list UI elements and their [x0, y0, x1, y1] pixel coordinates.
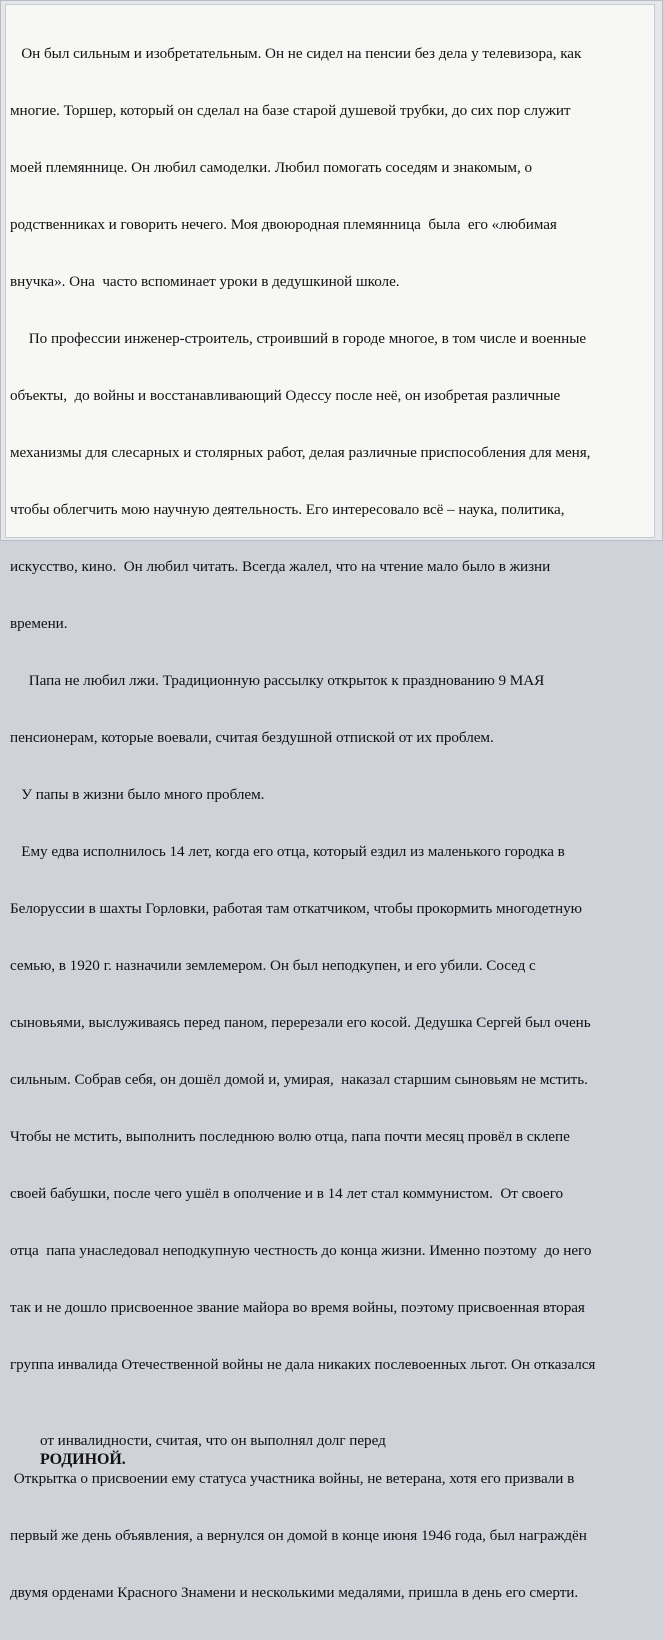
text-line: Ему едва исполнилось 14 лет, когда его отца, который ездил из маленького городка в [10, 843, 565, 860]
text-line: По профессии инженер-строитель, строивший в городе многое, в том числе и военные [10, 330, 587, 347]
text-line: так и не дошло присвоенное звание майора во время войны, поэтому присвоенная вторая [10, 1299, 585, 1316]
emphasized-word: РОДИНОЙ. [39, 1451, 126, 1468]
text-line: объекты, до войны и восстанавливающий Одессу после неё, он изобретая различные [10, 387, 561, 404]
text-line: У папы в жизни было много проблем. [10, 786, 265, 803]
text-segment: от инвалидности, считая, что он выполнял долг перед [39, 1432, 386, 1449]
text-line: сыновьями, выслуживаясь перед паном, перерезали его косой. Дедушка Сергей был очень [10, 1014, 591, 1031]
text-line: искусство, кино. Он любил читать. Всегда жалел, что на чтение мало было в жизни [10, 558, 551, 575]
text-line: времени. [10, 615, 68, 632]
text-line: семью, в 1920 г. назначили землемером. Он был неподкупен, и его убили. Сосед с [10, 957, 536, 974]
text-line: своей бабушки, после чего ушёл в ополчение и в 14 лет стал коммунистом. От своего [10, 1185, 564, 1202]
text-line: Белоруссии в шахты Горловки, работая там откатчиком, чтобы прокормить многодетную [10, 900, 582, 917]
text-line: родственниках и говорить нечего. Моя двоюродная племянница была его «любимая [10, 216, 557, 233]
text-line: Открытка о присвоении ему статуса участника войны, не ветерана, хотя его призвали в [10, 1470, 575, 1487]
text-line: пенсионерам, которые воевали, считая бездушной отпиской от их проблем. [10, 729, 494, 746]
text-line: двумя орденами Красного Знамени и несколькими медалями, пришла в день его смерти. [10, 1584, 579, 1601]
text-line: отца папа унаследовал неподкупную честность до конца жизни. Именно поэтому до него [10, 1242, 592, 1259]
text-line: сильным. Собрав себя, он дошёл домой и, умирая, наказал старшим сыновьям не мстить. [10, 1071, 588, 1088]
text-line: моей племяннице. Он любил самоделки. Любил помогать соседям и знакомым, о [10, 159, 532, 176]
text-line: Чтобы не мстить, выполнить последнюю волю отца, папа почти месяц провёл в склепе [10, 1128, 570, 1145]
text-line: первый же день объявления, а вернулся он домой в конце июня 1946 года, был награждён [10, 1527, 587, 1544]
text-line: Папа не любил лжи. Традиционную рассылку открыток к празднованию 9 МАЯ [10, 672, 545, 689]
text-line: многие. Торшер, который он сделал на базе старой душевой трубки, до сих пор служит [10, 102, 571, 119]
text-line: внучка». Она часто вспоминает уроки в дедушкиной школе. [10, 273, 400, 290]
document-text [10, 6, 651, 1640]
document-page [5, 4, 655, 1601]
text-line: механизмы для слесарных и столярных работ, делая различные приспособления для меня, [10, 444, 591, 461]
text-line: Он был сильным и изобретательным. Он не сидел на пенсии без дела у телевизора, как [10, 45, 582, 62]
text-line: чтобы облегчить мою научную деятельность. Его интересовало всё – наука, политика, [10, 501, 565, 518]
text-line: группа инвалида Отечественной войны не дала никаких послевоенных льгот. Он отказался [10, 1356, 596, 1373]
text-line-with-emphasis [10, 1412, 651, 1468]
